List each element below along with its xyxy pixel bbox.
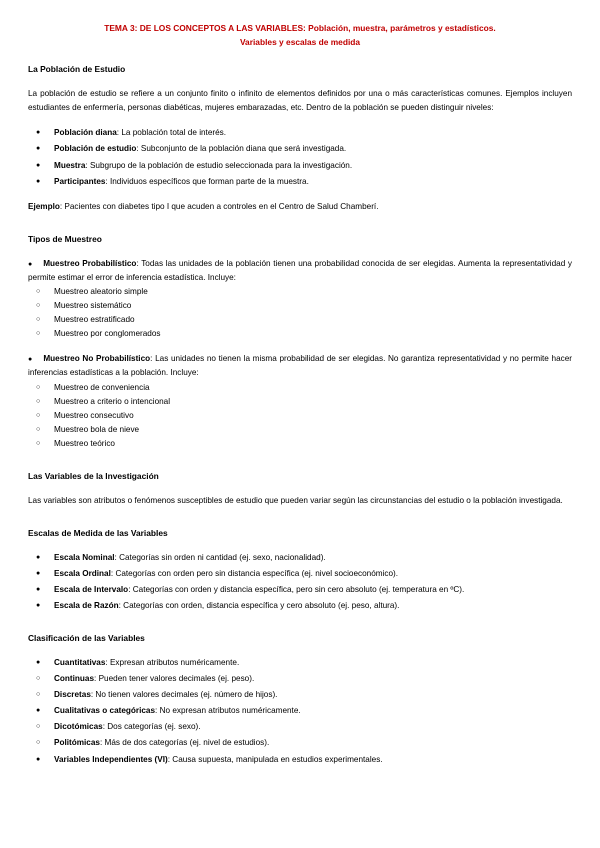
- list-item-lead: Cuantitativas: [54, 657, 106, 667]
- list-item-text: Muestreo a criterio o intencional: [54, 396, 171, 406]
- ejemplo-lead: Ejemplo: [28, 201, 60, 211]
- bullet-hollow-icon: ○: [36, 739, 41, 747]
- list-item-lead: Escala Nominal: [54, 552, 115, 562]
- list-item-text: : Más de dos categorías (ej. nivel de estudios).: [99, 738, 270, 748]
- list-item: [28, 672, 572, 686]
- bullet-hollow-icon: ○: [36, 425, 41, 433]
- bullet-hollow-icon: ○: [36, 316, 41, 324]
- list-item-lead: Dicotómicas: [54, 722, 103, 732]
- list-item-text: Muestreo estratificado: [54, 315, 135, 325]
- list-item: [28, 423, 572, 437]
- paragraph-muestreo-no-probabilistico: [28, 352, 572, 380]
- list-item-text: : Categorías con orden pero sin distancia específica (ej. nivel socioeconómico).: [110, 568, 399, 578]
- heading-las-variables: Las Variables de la Investigación: [28, 471, 159, 482]
- list-item: [28, 437, 572, 451]
- bullet-filled-icon: ●: [36, 129, 41, 137]
- list-item: [28, 551, 572, 565]
- list-muestreo-no-probabilistico: [28, 381, 572, 452]
- list-item-lead: Muestra: [54, 160, 86, 170]
- list-item: [28, 753, 572, 767]
- bullet-filled-icon: ●: [36, 658, 41, 666]
- list-item-lead: Cualitativas o categóricas: [54, 706, 156, 716]
- list-item: [28, 409, 572, 423]
- bullet-hollow-icon: ○: [36, 287, 41, 295]
- paragraph-poblacion: La población de estudio se refiere a un conjunto finito o infinito de elementos definidos por una o más características comunes. Ejemplos incluyen estudiantes de enfermería, personas diabéticas, mujeres embarazadas, etc. Dentro de la población se pueden distinguir niveles:: [28, 89, 572, 113]
- bullet-hollow-icon: ○: [36, 411, 41, 419]
- list-clasificacion-variables: [28, 656, 572, 767]
- list-item-lead: Población diana: [54, 128, 117, 138]
- heading-tipos-de-muestreo: Tipos de Muestreo: [28, 233, 102, 244]
- list-item: [28, 175, 572, 189]
- ejemplo-text: : Pacientes con diabetes tipo I que acuden a controles en el Centro de Salud Chamberí.: [59, 201, 379, 211]
- list-item-text: : No tienen valores decimales (ej. número de hijos).: [90, 690, 278, 700]
- bullet-filled-icon: ●: [36, 553, 41, 561]
- list-item-text: Muestreo por conglomerados: [54, 329, 161, 339]
- list-item-text: : Causa supuesta, manipulada en estudios experimentales.: [167, 754, 383, 764]
- bullet-filled-icon: ●: [36, 177, 41, 185]
- paragraph-ejemplo-poblacion: [28, 200, 572, 214]
- list-item-text: Muestreo bola de nieve: [54, 424, 140, 434]
- list-item: [28, 159, 572, 173]
- heading-clasificacion-variables: Clasificación de las Variables: [28, 633, 145, 644]
- list-item-lead: Escala de Intervalo: [54, 584, 129, 594]
- muestreo-no-probabilistico-text: : Las unidades no tienen la misma probabilidad de ser elegidas. No garantiza representatividad y no permite hacer inferencias estadísticas a la población. Incluye:: [28, 354, 572, 378]
- list-item-text: : Categorías sin orden ni cantidad (ej. sexo, nacionalidad).: [114, 552, 326, 562]
- bullet-hollow-icon: ○: [36, 439, 41, 447]
- list-item: [28, 656, 572, 670]
- bullet-filled-icon: ●: [28, 356, 33, 364]
- list-item: [28, 720, 572, 734]
- list-item-text: : Subgrupo de la población de estudio seleccionada para la investigación.: [85, 160, 353, 170]
- bullet-hollow-icon: ○: [36, 675, 41, 683]
- bullet-filled-icon: ●: [36, 569, 41, 577]
- list-item-text: Muestreo aleatorio simple: [54, 286, 148, 296]
- list-niveles-poblacion: [28, 126, 572, 188]
- list-item: [28, 567, 572, 581]
- list-item-text: : Pueden tener valores decimales (ej. peso).: [94, 674, 255, 684]
- bullet-filled-icon: ●: [28, 260, 33, 268]
- list-item-text: : Dos categorías (ej. sexo).: [102, 722, 201, 732]
- document-title: TEMA 3: DE LOS CONCEPTOS A LAS VARIABLES: Población, muestra, parámetros y estadísticos.: [104, 23, 496, 33]
- list-item: [28, 599, 572, 613]
- list-item: [28, 704, 572, 718]
- paragraph-variables: Las variables son atributos o fenómenos susceptibles de estudio que pueden variar según las circunstancias del estudio o la población investigada.: [28, 495, 563, 505]
- list-item: [28, 583, 572, 597]
- bullet-hollow-icon: ○: [36, 691, 41, 699]
- document-subtitle: Variables y escalas de medida: [239, 37, 361, 48]
- paragraph-muestreo-probabilistico: [28, 257, 572, 285]
- list-item-text: Muestreo de conveniencia: [54, 382, 150, 392]
- bullet-filled-icon: ●: [36, 755, 41, 763]
- muestreo-probabilistico-lead: Muestreo Probabilístico: [43, 258, 137, 268]
- list-item-text: : Categorías con orden y distancia específica, pero sin cero absoluto (ej. temperatura en ºC).: [128, 584, 465, 594]
- list-item-lead: Discretas: [54, 690, 91, 700]
- muestreo-probabilistico-text: : Todas las unidades de la población tienen una probabilidad conocida de ser elegidas. Aumenta la representatividad y permite estimar el error de inferencia estadística. Incluye:: [28, 258, 572, 282]
- bullet-hollow-icon: ○: [36, 302, 41, 309]
- bullet-filled-icon: ●: [36, 707, 41, 715]
- muestreo-no-probabilistico-lead: Muestreo No Probabilístico: [43, 354, 151, 364]
- list-item: [28, 381, 572, 395]
- list-item-lead: Participantes: [54, 176, 106, 186]
- list-item-lead: Politómicas: [54, 738, 100, 748]
- list-item-text: : Expresan atributos numéricamente.: [105, 657, 240, 667]
- list-item-text: : Individuos específicos que forman parte de la muestra.: [105, 176, 309, 186]
- list-escalas-de-medida: [28, 551, 572, 613]
- list-item: [28, 688, 572, 702]
- list-item-text: Muestreo teórico: [54, 438, 115, 448]
- bullet-hollow-icon: ○: [36, 723, 41, 731]
- list-item: [28, 142, 572, 156]
- list-item: [28, 285, 572, 299]
- bullet-filled-icon: ●: [36, 161, 41, 169]
- list-item-text: : Subconjunto de la población diana que será investigada.: [136, 144, 347, 154]
- list-item-lead: Población de estudio: [54, 144, 137, 154]
- list-item: [28, 313, 572, 327]
- list-item-text: Muestreo sistemático: [54, 301, 132, 310]
- heading-poblacion-de-estudio: La Población de Estudio: [28, 64, 126, 75]
- list-item: [28, 299, 572, 313]
- list-item-text: : No expresan atributos numéricamente.: [155, 706, 301, 716]
- list-item-lead: Escala de Razón: [54, 601, 119, 611]
- bullet-filled-icon: ●: [36, 602, 41, 610]
- bullet-filled-icon: ●: [36, 145, 41, 153]
- list-item-lead: Continuas: [54, 674, 95, 684]
- bullet-hollow-icon: ○: [36, 383, 41, 391]
- list-item-text: : La población total de interés.: [116, 128, 227, 138]
- bullet-hollow-icon: ○: [36, 397, 41, 405]
- bullet-filled-icon: ●: [36, 585, 41, 593]
- bullet-hollow-icon: ○: [36, 330, 41, 338]
- list-item-lead: Escala Ordinal: [54, 568, 111, 578]
- list-item-text: Muestreo consecutivo: [54, 410, 134, 420]
- list-item: [28, 395, 572, 409]
- list-item: [28, 736, 572, 750]
- list-item: [28, 327, 572, 341]
- list-item-text: : Categorías con orden, distancia específica y cero absoluto (ej. peso, altura).: [118, 601, 400, 611]
- list-item-lead: Variables Independientes (VI): [54, 754, 168, 764]
- heading-escalas-de-medida: Escalas de Medida de las Variables: [28, 527, 168, 538]
- list-muestreo-probabilistico: [28, 285, 572, 341]
- list-item: [28, 126, 572, 140]
